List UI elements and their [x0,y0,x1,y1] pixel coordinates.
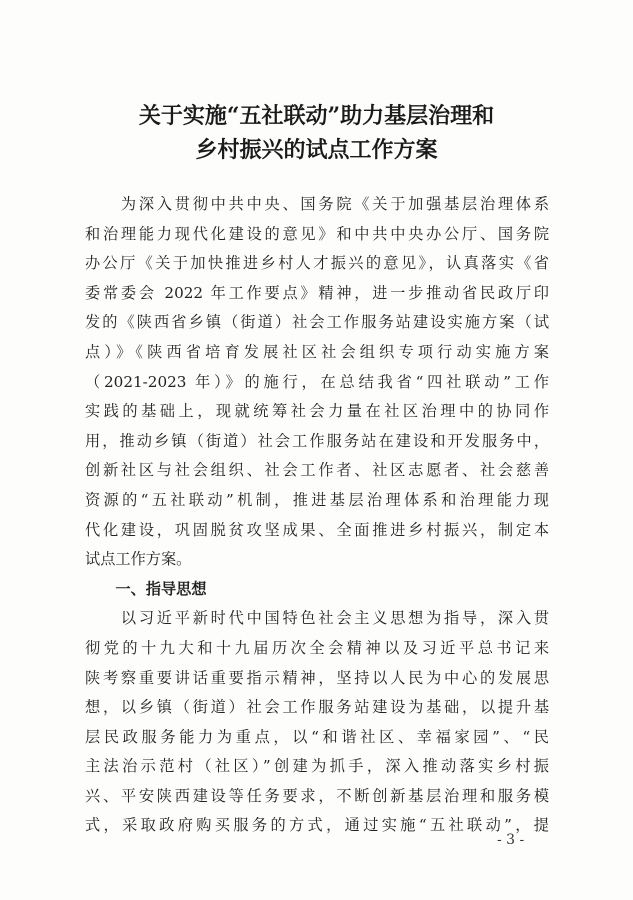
page-number: - 3 - [497,832,525,848]
paragraph-line: 点）》《陕西省培育发展社区社会组织专项行动实施方案 [85,342,549,361]
title-line: 乡村振兴的试点工作方案 [195,137,438,163]
paragraph-line: 代化建设，巩固脱贫攻坚成果、全面推进乡村振兴，制定本 [85,520,549,539]
paragraph-line: 办公厅《关于加快推进乡村人才振兴的意见》，认真落实《省 [85,254,549,273]
paragraph-line: 试点工作方案。 [85,550,192,569]
paragraph-line: 陕考察重要讲话重要指示精神，坚持以人民为中心的发展思 [85,668,549,687]
title-line: 关于实施“五社联动”助力基层治理和 [138,103,495,129]
paragraph-line: 兴、平安陕西建设等任务要求，不断创新基层治理和服务模 [85,786,549,805]
paragraph-line: 和治理能力现代化建设的意见》和中共中央办公厅、国务院 [85,224,549,243]
paragraph-line: 委常委会 2022 年工作要点》精神，进一步推动省民政厅印 [85,283,549,302]
section-heading: 一、指导思想 [85,579,207,598]
paragraph-line: 创新社区与社会组织、社会工作者、社区志愿者、社会慈善 [85,461,549,480]
paragraph-line: 以习近平新时代中国特色社会主义思想为指导，深入贯 [85,609,549,628]
paragraph-line: （2021-2023 年）》的施行，在总结我省“四社联动”工作 [85,372,549,391]
paragraph-line: 层民政服务能力为重点，以“和谐社区、幸福家园”、“民 [85,727,549,746]
paragraph-line: 想，以乡镇（街道）社会工作服务站建设为基础，以提升基 [85,698,549,717]
paragraph-line: 主法治示范村（社区）”创建为抓手，深入推动落实乡村振 [85,757,549,776]
paragraph-line: 彻党的十九大和十九届历次全会精神以及习近平总书记来 [85,638,549,657]
paragraph-line: 用，推动乡镇（街道）社会工作服务站在建设和开发服务中， [85,431,549,450]
document-title [0,99,633,167]
paragraph-line: 资源的“五社联动”机制，推进基层治理体系和治理能力现 [85,490,549,509]
paragraph-line: 为深入贯彻中共中央、国务院《关于加强基层治理体系 [85,195,549,213]
paragraph-line: 发的《陕西省乡镇（街道）社会工作服务站建设实施方案（试 [85,313,549,332]
document-body [85,190,549,841]
paragraph-line: 实践的基础上，现就统筹社会力量在社区治理中的协同作 [85,402,549,421]
paragraph-line: 式，采取政府购买服务的方式，通过实施“五社联动”，提 [85,816,549,835]
